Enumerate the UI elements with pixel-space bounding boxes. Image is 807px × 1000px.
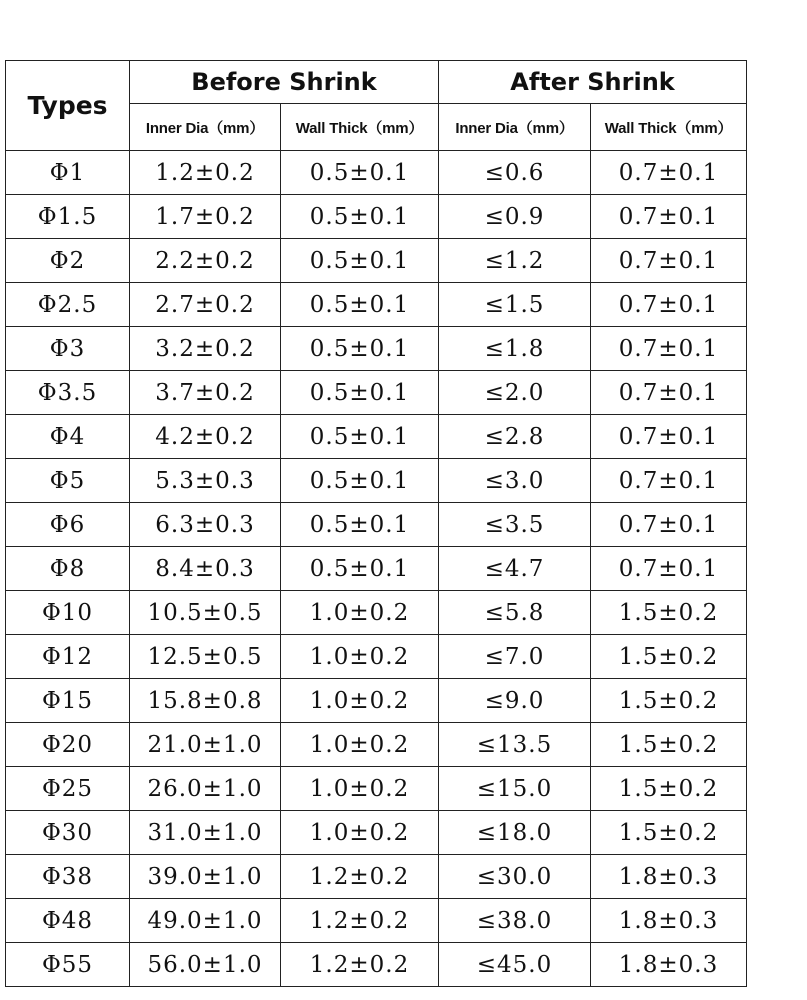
after-wall-thick-cell: 1.8±0.3 — [591, 943, 747, 987]
table-row — [6, 151, 747, 195]
type-cell: Φ30 — [6, 811, 130, 855]
after-wall-thick-cell: 0.7±0.1 — [591, 503, 747, 547]
before-inner-dia-cell: 31.0±1.0 — [130, 811, 281, 855]
before-inner-dia-cell: 2.2±0.2 — [130, 239, 281, 283]
before-inner-dia-cell: 4.2±0.2 — [130, 415, 281, 459]
header-after-shrink: After Shrink — [439, 61, 747, 104]
type-cell: Φ25 — [6, 767, 130, 811]
table-row — [6, 371, 747, 415]
type-cell: Φ2 — [6, 239, 130, 283]
before-wall-thick-cell: 0.5±0.1 — [281, 503, 439, 547]
table-row — [6, 327, 747, 371]
type-cell: Φ48 — [6, 899, 130, 943]
after-inner-dia-cell: ≤0.6 — [439, 151, 591, 195]
after-inner-dia-cell: ≤18.0 — [439, 811, 591, 855]
before-inner-dia-cell: 15.8±0.8 — [130, 679, 281, 723]
type-cell: Φ1.5 — [6, 195, 130, 239]
after-inner-dia-cell: ≤7.0 — [439, 635, 591, 679]
before-inner-dia-cell: 10.5±0.5 — [130, 591, 281, 635]
shrink-spec-table — [5, 60, 747, 987]
before-wall-thick-cell: 0.5±0.1 — [281, 151, 439, 195]
header-before-wall-thick: Wall Thick（mm） — [281, 104, 439, 151]
after-wall-thick-cell: 0.7±0.1 — [591, 151, 747, 195]
after-inner-dia-cell: ≤3.5 — [439, 503, 591, 547]
before-inner-dia-cell: 26.0±1.0 — [130, 767, 281, 811]
table-row — [6, 635, 747, 679]
table-row — [6, 679, 747, 723]
type-cell: Φ1 — [6, 151, 130, 195]
before-inner-dia-cell: 5.3±0.3 — [130, 459, 281, 503]
after-wall-thick-cell: 1.8±0.3 — [591, 855, 747, 899]
before-wall-thick-cell: 1.0±0.2 — [281, 767, 439, 811]
table-row — [6, 547, 747, 591]
table-row — [6, 767, 747, 811]
type-cell: Φ10 — [6, 591, 130, 635]
before-inner-dia-cell: 56.0±1.0 — [130, 943, 281, 987]
type-cell: Φ3.5 — [6, 371, 130, 415]
table-row — [6, 503, 747, 547]
before-wall-thick-cell: 0.5±0.1 — [281, 239, 439, 283]
after-wall-thick-cell: 0.7±0.1 — [591, 327, 747, 371]
before-inner-dia-cell: 2.7±0.2 — [130, 283, 281, 327]
before-inner-dia-cell: 3.2±0.2 — [130, 327, 281, 371]
after-wall-thick-cell: 0.7±0.1 — [591, 195, 747, 239]
after-wall-thick-cell: 0.7±0.1 — [591, 459, 747, 503]
before-inner-dia-cell: 3.7±0.2 — [130, 371, 281, 415]
before-wall-thick-cell: 1.0±0.2 — [281, 723, 439, 767]
table-row — [6, 591, 747, 635]
header-after-inner-dia: Inner Dia（mm） — [439, 104, 591, 151]
before-inner-dia-cell: 1.7±0.2 — [130, 195, 281, 239]
before-inner-dia-cell: 49.0±1.0 — [130, 899, 281, 943]
after-inner-dia-cell: ≤2.8 — [439, 415, 591, 459]
table-row — [6, 855, 747, 899]
type-cell: Φ5 — [6, 459, 130, 503]
after-wall-thick-cell: 0.7±0.1 — [591, 283, 747, 327]
table-row — [6, 415, 747, 459]
before-inner-dia-cell: 39.0±1.0 — [130, 855, 281, 899]
before-wall-thick-cell: 0.5±0.1 — [281, 459, 439, 503]
before-wall-thick-cell: 0.5±0.1 — [281, 327, 439, 371]
after-wall-thick-cell: 0.7±0.1 — [591, 371, 747, 415]
after-inner-dia-cell: ≤15.0 — [439, 767, 591, 811]
header-before-inner-dia: Inner Dia（mm） — [130, 104, 281, 151]
after-inner-dia-cell: ≤45.0 — [439, 943, 591, 987]
table-row — [6, 943, 747, 987]
before-wall-thick-cell: 1.0±0.2 — [281, 679, 439, 723]
type-cell: Φ12 — [6, 635, 130, 679]
after-wall-thick-cell: 1.5±0.2 — [591, 679, 747, 723]
after-inner-dia-cell: ≤1.5 — [439, 283, 591, 327]
after-inner-dia-cell: ≤38.0 — [439, 899, 591, 943]
table-row — [6, 899, 747, 943]
after-inner-dia-cell: ≤30.0 — [439, 855, 591, 899]
after-inner-dia-cell: ≤4.7 — [439, 547, 591, 591]
after-wall-thick-cell: 1.5±0.2 — [591, 723, 747, 767]
before-wall-thick-cell: 1.0±0.2 — [281, 811, 439, 855]
before-wall-thick-cell: 0.5±0.1 — [281, 415, 439, 459]
table-row — [6, 195, 747, 239]
after-inner-dia-cell: ≤1.2 — [439, 239, 591, 283]
before-wall-thick-cell: 0.5±0.1 — [281, 547, 439, 591]
after-inner-dia-cell: ≤3.0 — [439, 459, 591, 503]
after-inner-dia-cell: ≤13.5 — [439, 723, 591, 767]
before-wall-thick-cell: 1.0±0.2 — [281, 635, 439, 679]
table-header — [6, 61, 747, 151]
type-cell: Φ38 — [6, 855, 130, 899]
type-cell: Φ20 — [6, 723, 130, 767]
type-cell: Φ8 — [6, 547, 130, 591]
table-row — [6, 459, 747, 503]
after-wall-thick-cell: 0.7±0.1 — [591, 547, 747, 591]
before-inner-dia-cell: 8.4±0.3 — [130, 547, 281, 591]
type-cell: Φ2.5 — [6, 283, 130, 327]
after-wall-thick-cell: 1.5±0.2 — [591, 635, 747, 679]
table-row — [6, 723, 747, 767]
header-before-shrink: Before Shrink — [130, 61, 439, 104]
after-inner-dia-cell: ≤0.9 — [439, 195, 591, 239]
after-wall-thick-cell: 1.5±0.2 — [591, 591, 747, 635]
table-row — [6, 239, 747, 283]
before-wall-thick-cell: 0.5±0.1 — [281, 195, 439, 239]
table-body — [6, 151, 747, 987]
before-wall-thick-cell: 1.2±0.2 — [281, 855, 439, 899]
after-inner-dia-cell: ≤9.0 — [439, 679, 591, 723]
after-wall-thick-cell: 0.7±0.1 — [591, 415, 747, 459]
after-wall-thick-cell: 1.5±0.2 — [591, 767, 747, 811]
before-wall-thick-cell: 1.2±0.2 — [281, 899, 439, 943]
after-wall-thick-cell: 1.5±0.2 — [591, 811, 747, 855]
type-cell: Φ4 — [6, 415, 130, 459]
header-types: Types — [6, 61, 130, 151]
before-inner-dia-cell: 6.3±0.3 — [130, 503, 281, 547]
before-wall-thick-cell: 0.5±0.1 — [281, 283, 439, 327]
before-wall-thick-cell: 0.5±0.1 — [281, 371, 439, 415]
before-inner-dia-cell: 12.5±0.5 — [130, 635, 281, 679]
after-wall-thick-cell: 1.8±0.3 — [591, 899, 747, 943]
before-wall-thick-cell: 1.0±0.2 — [281, 591, 439, 635]
table-row — [6, 283, 747, 327]
type-cell: Φ55 — [6, 943, 130, 987]
type-cell: Φ3 — [6, 327, 130, 371]
before-wall-thick-cell: 1.2±0.2 — [281, 943, 439, 987]
header-after-wall-thick: Wall Thick（mm） — [591, 104, 747, 151]
table-row — [6, 811, 747, 855]
before-inner-dia-cell: 1.2±0.2 — [130, 151, 281, 195]
after-inner-dia-cell: ≤2.0 — [439, 371, 591, 415]
after-inner-dia-cell: ≤1.8 — [439, 327, 591, 371]
type-cell: Φ6 — [6, 503, 130, 547]
before-inner-dia-cell: 21.0±1.0 — [130, 723, 281, 767]
header-row-groups — [6, 61, 747, 104]
after-wall-thick-cell: 0.7±0.1 — [591, 239, 747, 283]
after-inner-dia-cell: ≤5.8 — [439, 591, 591, 635]
type-cell: Φ15 — [6, 679, 130, 723]
